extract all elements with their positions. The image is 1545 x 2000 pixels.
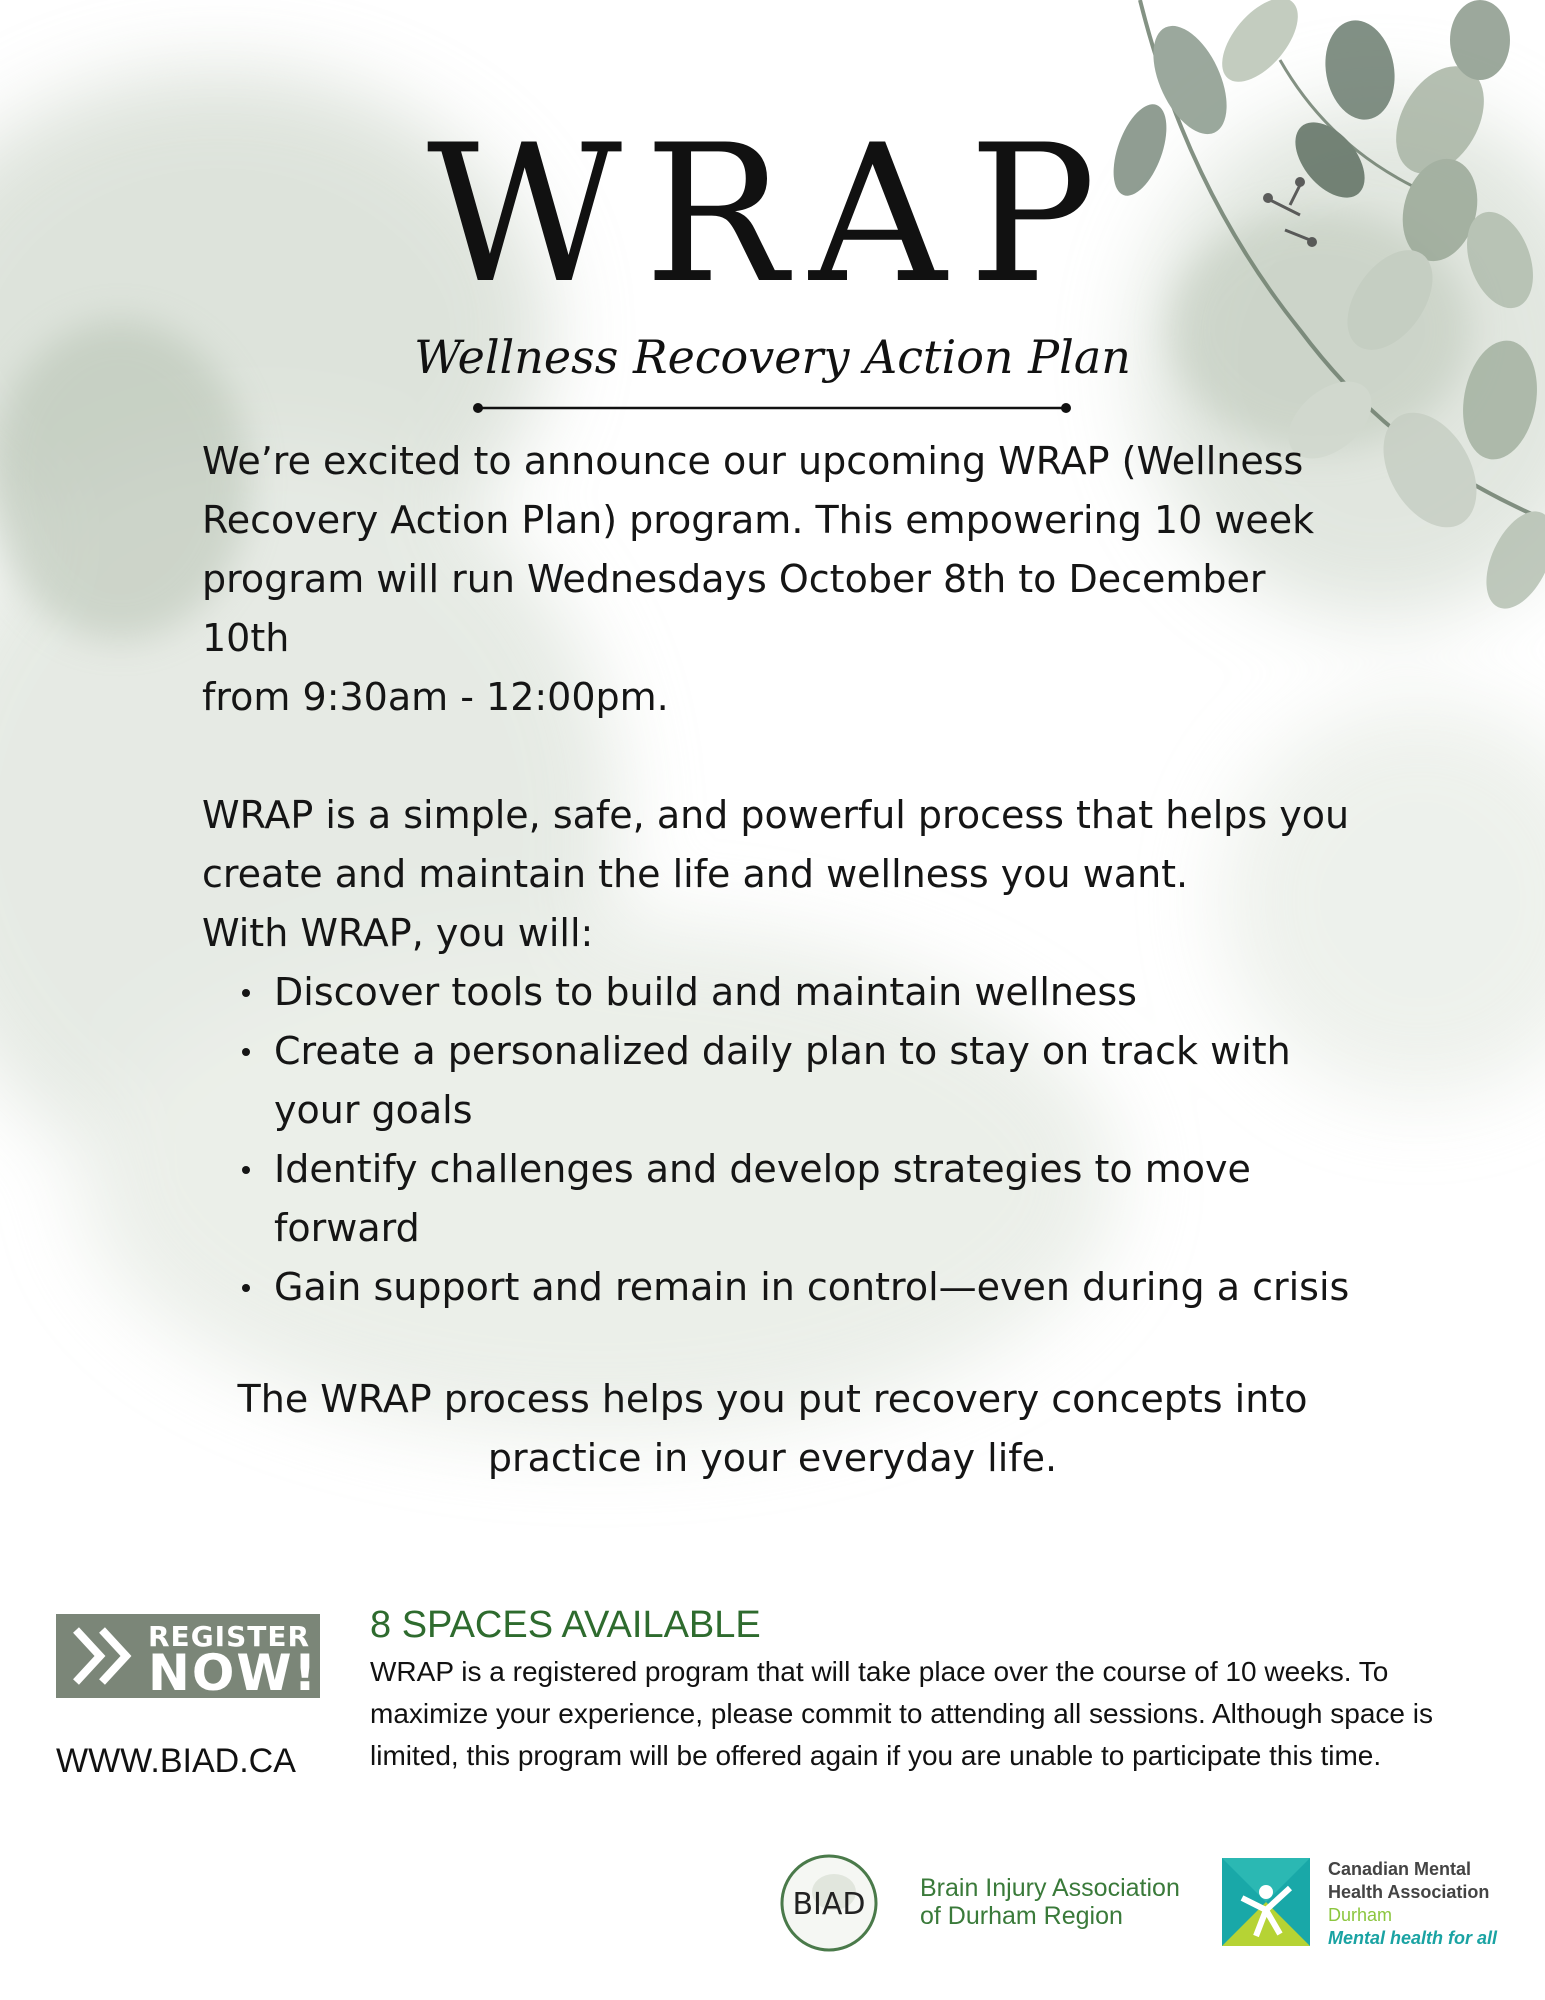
benefits-list xyxy=(202,963,1402,1317)
list-item: Create a personalized daily plan to stay on track with your goals xyxy=(202,1022,1354,1140)
register-now-button[interactable] xyxy=(56,1614,320,1702)
closing-statement xyxy=(0,1370,1545,1488)
register-label: REGISTER xyxy=(148,1620,311,1653)
program-subtitle: Wellness Recovery Action Plan xyxy=(414,330,1131,384)
biad-name-line: of Durham Region xyxy=(920,1902,1123,1930)
intro-line: from 9:30am - 12:00pm. xyxy=(202,675,669,719)
website-link[interactable]: WWW.BIAD.CA xyxy=(56,1742,296,1780)
biad-mark: BIAD xyxy=(792,1887,866,1922)
biad-name-line: Brain Injury Association xyxy=(920,1874,1180,1902)
list-item: Discover tools to build and maintain wellness xyxy=(202,963,1354,1022)
main-content xyxy=(202,432,1402,1317)
closing-line: practice in your everyday life. xyxy=(487,1436,1058,1480)
cmha-branch: Durham xyxy=(1328,1905,1393,1925)
cmha-name-line: Canadian Mental xyxy=(1328,1859,1472,1879)
spaces-available-heading: 8 SPACES AVAILABLE xyxy=(370,1604,761,1646)
cmha-logo-icon xyxy=(1222,1858,1310,1946)
biad-name xyxy=(920,1874,1180,1930)
list-item: Gain support and remain in control—even during a crisis xyxy=(202,1258,1354,1317)
list-item: Identify challenges and develop strategies to move forward xyxy=(202,1140,1354,1258)
about-line: create and maintain the life and wellness you want. xyxy=(202,852,1189,896)
cmha-name-line: Health Association xyxy=(1328,1882,1490,1902)
bullets-lead: With WRAP, you will: xyxy=(202,911,594,955)
about-line: WRAP is a simple, safe, and powerful process that helps you xyxy=(202,793,1350,837)
now-label: NOW! xyxy=(148,1644,319,1702)
title-divider xyxy=(472,402,1072,414)
double-chevron-right-icon xyxy=(70,1626,140,1686)
intro-line: We’re excited to announce our upcoming WRAP (Wellness xyxy=(202,439,1304,483)
closing-line: The WRAP process helps you put recovery concepts into xyxy=(237,1377,1308,1421)
intro-line: Recovery Action Plan) program. This empowering 10 week xyxy=(202,498,1315,542)
program-title: WRAP xyxy=(426,104,1119,325)
cmha-tagline: Mental health for all xyxy=(1328,1928,1498,1948)
biad-logo-icon xyxy=(778,1852,880,1954)
intro-line: 10th xyxy=(202,616,290,660)
program-info-text: WRAP is a registered program that will take place over the course of 10 weeks. To maximize your experience, please commit to attending all sessions. Although space is limited, this program will be offered again if you are unable to participate this time. xyxy=(370,1656,1433,1771)
intro-line: program will run Wednesdays October 8th to December xyxy=(202,557,1266,601)
cmha-name xyxy=(1328,1858,1497,1950)
